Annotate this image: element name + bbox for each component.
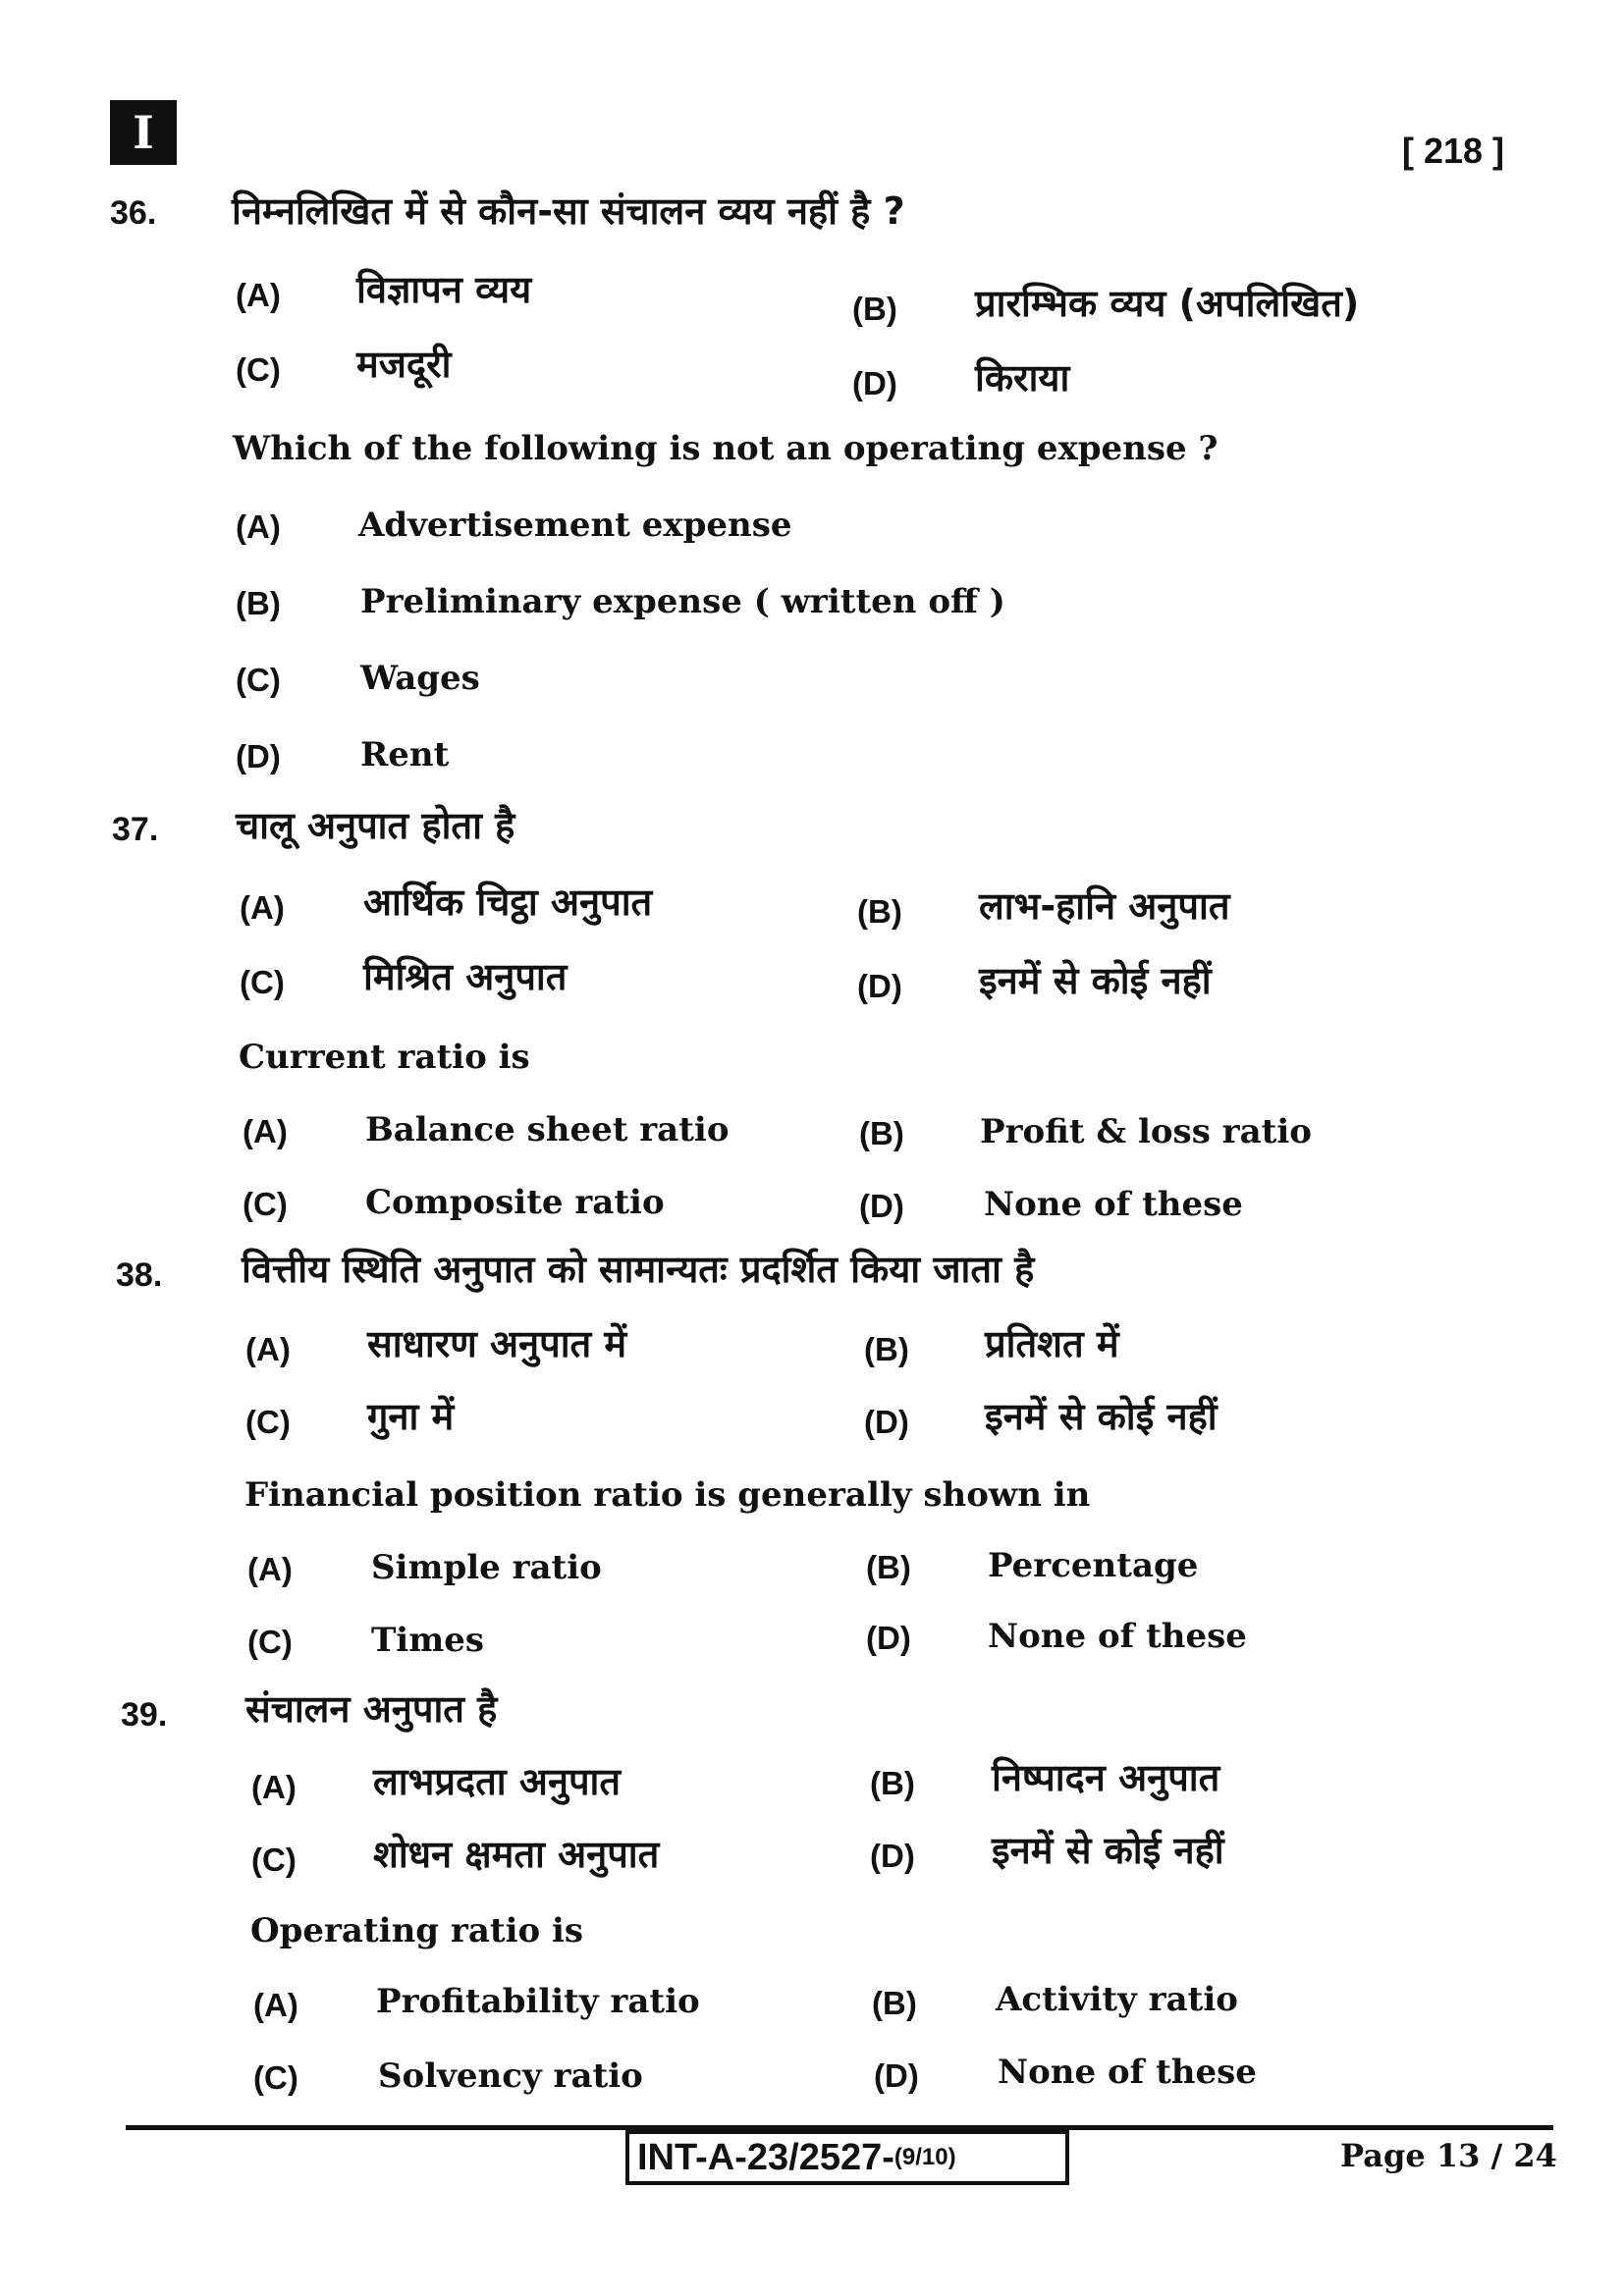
option-text: None of these: [998, 2053, 1257, 2092]
option-label: (A): [247, 1551, 293, 1587]
question-text-english: Operating ratio is: [250, 1911, 584, 1950]
option-label: (D): [866, 1620, 911, 1656]
option-text: Wages: [360, 659, 480, 698]
option-label: (A): [236, 508, 281, 545]
option-label: (A): [245, 1331, 291, 1367]
set-label: I: [133, 106, 154, 159]
option-label: (C): [247, 1624, 293, 1660]
option-text: Profit & loss ratio: [980, 1112, 1312, 1151]
option-label: (D): [852, 365, 897, 401]
option-text: None of these: [988, 1617, 1247, 1656]
question-number: 37.: [112, 811, 159, 848]
option-text: Profitability ratio: [376, 1982, 700, 2021]
option-label: (D): [870, 1838, 915, 1874]
option-text: प्रारम्भिक व्यय (अपलिखित): [975, 282, 1360, 325]
set-marker: [110, 100, 177, 165]
option-text: मिश्रित अनुपात: [363, 955, 568, 998]
option-text: Composite ratio: [365, 1183, 665, 1222]
question-text-hindi: संचालन अनुपात है: [245, 1687, 498, 1731]
option-text: प्रतिशत में: [985, 1322, 1119, 1365]
option-text: लाभ-हानि अनुपात: [979, 884, 1230, 928]
option-text: लाभप्रदता अनुपात: [373, 1760, 622, 1803]
option-text: विज्ञापन व्यय: [356, 268, 532, 311]
option-text: इनमें से कोई नहीं: [992, 1829, 1224, 1872]
page-code: [ 218 ]: [1402, 131, 1505, 171]
option-text: Preliminary expense ( written off ): [360, 582, 1005, 621]
option-text: Rent: [360, 735, 450, 774]
question-number: 39.: [121, 1696, 168, 1734]
question-text-hindi: निम्नलिखित में से कौन-सा संचालन व्यय नहीं है ?: [232, 189, 905, 233]
option-text: इनमें से कोई नहीं: [985, 1395, 1218, 1438]
option-label: (A): [243, 1113, 288, 1149]
paper-code-suffix: (9/10): [893, 2144, 956, 2170]
option-text: किराया: [975, 356, 1070, 400]
option-label: (C): [243, 1186, 288, 1222]
option-label: (B): [852, 291, 897, 327]
paper-code-box: [625, 2130, 1069, 2185]
option-label: (B): [870, 1765, 915, 1801]
option-label: (C): [245, 1404, 291, 1440]
option-text: इनमें से कोई नहीं: [979, 959, 1212, 1002]
option-label: (D): [874, 2057, 919, 2094]
option-label: (A): [240, 889, 285, 926]
option-text: निष्पादन अनुपात: [992, 1756, 1220, 1799]
option-label: (A): [236, 277, 281, 313]
option-text: साधारण अनुपात में: [367, 1322, 627, 1365]
option-label: (B): [866, 1549, 911, 1585]
option-text: None of these: [984, 1185, 1243, 1224]
question-text-english: Which of the following is not an operating expense ?: [233, 429, 1218, 468]
page-number: Page 13 / 24: [1340, 2137, 1557, 2174]
option-label: (C): [236, 351, 281, 388]
option-label: (C): [236, 662, 281, 698]
option-text: Balance sheet ratio: [365, 1110, 730, 1149]
option-label: (B): [236, 585, 281, 621]
question-text-hindi: वित्तीय स्थिति अनुपात को सामान्यतः प्रदर्शित किया जाता है: [242, 1248, 1035, 1291]
option-text: गुना में: [367, 1395, 455, 1438]
paper-code: INT-A-23/2527-: [637, 2137, 894, 2178]
option-label: (C): [253, 2059, 298, 2096]
option-label: (B): [864, 1331, 909, 1367]
option-label: (D): [857, 968, 902, 1004]
option-label: (D): [236, 738, 281, 774]
option-text: Advertisement expense: [358, 506, 792, 545]
option-text: Activity ratio: [996, 1980, 1238, 2019]
option-label: (A): [253, 1987, 298, 2023]
option-label: (A): [251, 1769, 297, 1805]
question-number: 38.: [116, 1256, 163, 1294]
option-text: Solvency ratio: [378, 2056, 643, 2096]
option-label: (D): [859, 1188, 904, 1224]
option-text: Percentage: [988, 1546, 1199, 1585]
question-text-english: Financial position ratio is generally shown in: [244, 1475, 1091, 1515]
option-label: (B): [872, 1985, 917, 2021]
option-text: आर्थिक चिट्ठा अनुपात: [363, 881, 653, 924]
question-text-english: Current ratio is: [239, 1038, 530, 1077]
question-text-hindi: चालू अनुपात होता है: [236, 804, 515, 847]
option-label: (C): [251, 1842, 297, 1878]
option-label: (C): [240, 964, 285, 1000]
option-text: शोधन क्षमता अनुपात: [373, 1833, 660, 1876]
question-number: 36.: [110, 194, 157, 232]
option-text: मजदूरी: [356, 343, 452, 386]
option-text: Times: [371, 1621, 484, 1660]
option-text: Simple ratio: [371, 1548, 602, 1587]
option-label: (B): [859, 1115, 904, 1151]
option-label: (D): [864, 1404, 909, 1440]
option-label: (B): [857, 893, 902, 930]
